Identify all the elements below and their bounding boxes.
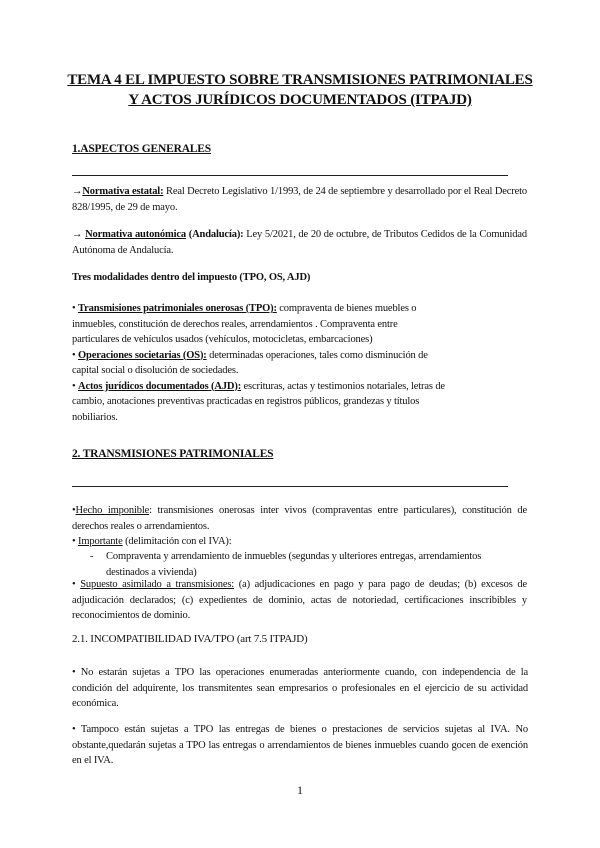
normativa-autonomica-paragraph <box>72 227 527 258</box>
supuesto-text: (a) adjudicaciones en pago y para pago de deudas; (b) excesos de adjudicación declarados; (c) expedientes de dominio, actas de notoriedad, certificaciones inscribibles y reconocimientos de dominio. <box>72 579 527 621</box>
normativa-autonomica-label: Normativa autonómica <box>85 229 186 240</box>
normativa-autonomica-label-suffix: (Andalucía): <box>185 229 244 240</box>
hecho-imponible-text: : transmisiones onerosas inter vivos (compraventas entre particulares), constitución de derechos reales o arrendamientos. <box>72 505 528 532</box>
importante-paragraph <box>72 534 527 550</box>
hecho-imponible-paragraph <box>72 503 527 534</box>
supuesto-label: Supuesto asimilado a transmisiones: <box>80 579 235 590</box>
item-text: escrituras, actas y testimonios notariales, letras de <box>241 380 445 392</box>
modalidades-list <box>72 301 527 425</box>
section-1-rule <box>72 175 508 176</box>
item-label: Operaciones societarias (OS): <box>78 349 207 361</box>
bullet-icon: • <box>72 303 79 314</box>
section-1-heading: 1.ASPECTOS GENERALES <box>72 143 211 155</box>
normativa-estatal-text: Real Decreto Legislativo 1/1993, de 24 de septiembre y desarrollado por el Real Decreto 828/1995, de 29 de mayo. <box>72 186 527 213</box>
subitem-text-line: destinados a vivienda) <box>106 566 197 578</box>
item-text: determinadas operaciones, tales como disminución de <box>206 349 428 361</box>
subitem-text-line: Compraventa y arrendamiento de inmuebles (segundas y ulteriores entregas, arrendamientos <box>106 551 482 562</box>
bullet-icon: • <box>72 505 76 516</box>
list-item <box>72 301 527 317</box>
incompatibilidad-paragraph-2: • Tampoco están sujetas a TPO las entregas de bienes o prestaciones de servicios sujetas al IVA. No obstante,quedarán sujetas a TPO las entregas o arrendamientos de bienes inmuebles cuando gocen de exención en el IVA. <box>72 724 528 766</box>
normativa-estatal-label: Normativa estatal: <box>82 186 164 197</box>
item-text-line: capital social o disolución de sociedades. <box>72 365 239 376</box>
item-text-line: cambio, anotaciones preventivas practicadas en registros públicos, grandezas y títulos <box>72 396 420 407</box>
normativa-estatal-paragraph <box>72 184 527 215</box>
importante-text: (delimitación con el IVA): <box>122 536 232 547</box>
item-text-line: particulares de vehículos usados (vehículos, motocicletas, embarcaciones) <box>72 334 373 345</box>
hecho-imponible-label: Hecho imponible <box>75 505 150 516</box>
normativa-autonomica-text: Ley 5/2021, de 20 de octubre, de Tributos Cedidos de la Comunidad Autónoma de Andalucía. <box>72 229 528 256</box>
dash-icon: - <box>90 551 94 562</box>
item-text-line: inmuebles, constitución de derechos reales, arrendamientos . Compraventa entre <box>72 318 398 330</box>
supuesto-paragraph <box>72 577 527 624</box>
section-2-heading: 2. TRANSMISIONES PATRIMONIALES <box>72 448 274 460</box>
incompatibilidad-paragraph-1: • No estarán sujetas a TPO las operaciones enumeradas anteriormente cuando, con independencia de la condición del adquirente, los transmitentes sean empresarios o profesionales en el ejercicio de su actividad económica. <box>72 667 528 709</box>
item-text-line: nobiliarios. <box>72 411 118 423</box>
arrow-icon: → <box>72 229 86 240</box>
arrow-icon: → <box>72 186 83 197</box>
title-line-1: TEMA 4 EL IMPUESTO SOBRE TRANSMISIONES PATRIMONIALES <box>67 72 533 88</box>
subsection-2-1-heading: 2.1. INCOMPATIBILIDAD IVA/TPO (art 7.5 ITPAJD) <box>72 633 308 645</box>
bullet-icon: • <box>72 536 79 547</box>
list-item <box>72 348 527 364</box>
page-number: 1 <box>297 783 303 797</box>
title-line-2: Y ACTOS JURÍDICOS DOCUMENTADOS (ITPAJD) <box>128 92 472 108</box>
section-2-rule <box>72 486 508 487</box>
importante-subitem <box>72 549 561 580</box>
item-text: compraventa de bienes muebles o <box>276 303 417 314</box>
item-label: Transmisiones patrimoniales onerosas (TPO): <box>78 303 277 314</box>
modalidades-heading: Tres modalidades dentro del impuesto (TPO, OS, AJD) <box>72 272 311 283</box>
document-title <box>50 70 550 110</box>
item-label: Actos jurídicos documentados (AJD): <box>78 380 242 392</box>
bullet-icon: • <box>72 380 79 392</box>
bullet-icon: • <box>72 349 79 361</box>
bullet-icon: • <box>72 579 81 590</box>
list-item <box>72 379 527 395</box>
importante-label: Importante <box>78 536 123 547</box>
